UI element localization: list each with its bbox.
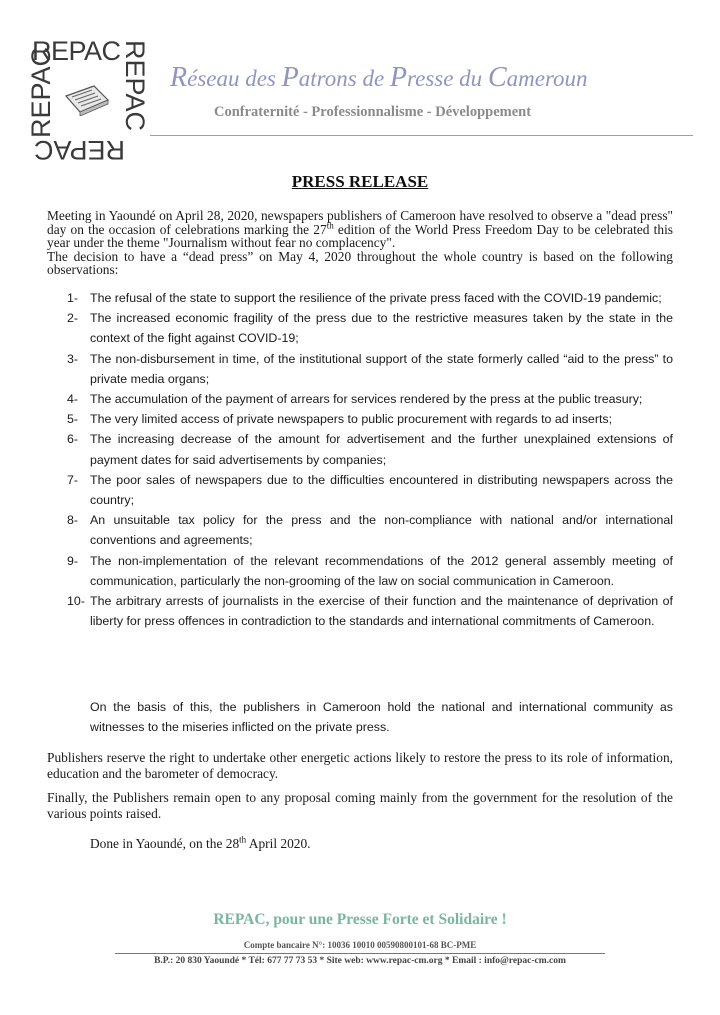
list-text: The increased economic fragility of the press due to the restrictive measures taken by the state in the context of the fight against COVID-19; <box>90 311 673 346</box>
done-sup: th <box>239 834 247 845</box>
list-item <box>67 349 673 389</box>
reserve-paragraph: Publishers reserve the right to undertake other energetic actions likely to restore the press to its role of information, education and the barometer of democracy. <box>47 750 673 781</box>
list-item <box>67 288 673 308</box>
header-divider <box>150 135 693 136</box>
done-line <box>90 836 311 852</box>
list-text: The very limited access of private newspapers to public procurement with regards to ad inserts; <box>90 412 613 427</box>
org-name-capital: R <box>170 62 188 93</box>
list-text: The non-disbursement in time, of the institutional support of the state formerly called “aid to the press” to private media organs; <box>90 351 673 386</box>
list-text: The accumulation of the payment of arrears for services rendered by the press at the public treasury; <box>90 392 643 407</box>
list-item <box>67 470 673 510</box>
list-item <box>67 409 673 429</box>
done-text: Done in Yaoundé, on the 28 <box>90 836 240 851</box>
basis-paragraph: On the basis of this, the publishers in Cameroon hold the national and international community as witnesses to the miseries inflicted on the private press. <box>90 700 673 735</box>
list-number: 4- <box>67 392 79 407</box>
observations-list <box>67 288 673 631</box>
org-name-part: ameroun <box>506 66 588 91</box>
list-text: The poor sales of newspapers due to the difficulties encountered in distributing newspapers across the country; <box>90 472 673 508</box>
repac-logo <box>26 36 160 165</box>
footer-divider <box>115 953 605 954</box>
list-number: 1- <box>67 291 79 305</box>
org-name-capital: P <box>281 62 299 93</box>
list-item <box>67 551 673 591</box>
list-text: The refusal of the state to support the resilience of the private press faced with the COVID-19 pandemic; <box>90 291 662 305</box>
list-number: 5- <box>67 412 79 427</box>
logo-text-left: REPAC <box>26 46 56 138</box>
intro-paragraph <box>47 209 673 277</box>
org-name-part: éseau des <box>187 66 282 91</box>
list-number: 6- <box>67 432 79 447</box>
organization-name <box>170 62 690 94</box>
list-number: 3- <box>67 351 79 366</box>
intro-text-2: edition of the World Press Freedom Day to be celebrated this year under the theme "Journalism without fear no complacency". <box>47 221 673 251</box>
footer-contact: B.P.: 20 830 Yaoundé * Tél: 677 77 73 53 * Site web: www.repac-cm.org * Email : info@repac-cm.com <box>154 956 566 966</box>
newspaper-icon <box>64 82 110 116</box>
footer-bank-account: Compte bancaire N°: 10036 10010 00590800101-68 BC-PME <box>243 940 477 950</box>
logo-text-top: REPAC <box>32 36 121 66</box>
list-text: An unsuitable tax policy for the press and the non-compliance with national and/or international conventions and agreements; <box>90 513 673 548</box>
org-name-capital: P <box>389 62 408 93</box>
list-number: 9- <box>67 553 79 568</box>
intro-sup: th <box>326 220 334 231</box>
finally-paragraph: Finally, the Publishers remain open to any proposal coming mainly from the government for the resolution of the various points raised. <box>47 790 673 821</box>
org-name-capital: C <box>487 62 507 93</box>
list-item <box>67 591 673 631</box>
done-text-end: April 2020. <box>246 836 311 851</box>
page-title: PRESS RELEASE <box>291 172 429 191</box>
list-item <box>67 429 673 469</box>
logo-text-right: REPAC <box>120 40 150 132</box>
list-number: 2- <box>67 311 79 326</box>
org-name-part: atrons de <box>298 66 390 91</box>
footer-slogan: REPAC, pour une Presse Forte et Solidaire ! <box>213 911 507 928</box>
org-name-part: resse du <box>407 66 488 91</box>
list-text: The non-implementation of the relevant recommendations of the 2012 general assembly meeting of communication, particularly the non-grooming of the law on social communication in Cameroon. <box>90 553 673 588</box>
list-number: 10- <box>67 594 85 609</box>
list-number: 8- <box>67 513 79 528</box>
logo-text-bottom: REPAC <box>34 135 126 165</box>
list-number: 7- <box>67 472 79 487</box>
list-item <box>67 308 673 348</box>
list-text: The increasing decrease of the amount for advertisement and the further unexplained extensions of payment dates for said advertisements by companies; <box>90 432 673 467</box>
list-text: The arbitrary arrests of journalists in the exercise of their function and the maintenance of deprivation of liberty for press offences in contradiction to the standards and international commitments of Cameroon. <box>90 594 673 629</box>
list-item <box>67 389 673 409</box>
intro-text-1: Meeting in Yaoundé on April 28, 2020, newspapers publishers of Cameroon have resolved to observe a "dead press" day on the occasion of celebrations marking the 27 <box>47 208 673 237</box>
list-item <box>67 510 673 550</box>
intro-text-3: The decision to have a “dead press” on May 4, 2020 throughout the whole country is based on the following observations: <box>47 248 673 278</box>
tagline: Confraternité - Professionnalisme - Développement <box>214 104 532 120</box>
